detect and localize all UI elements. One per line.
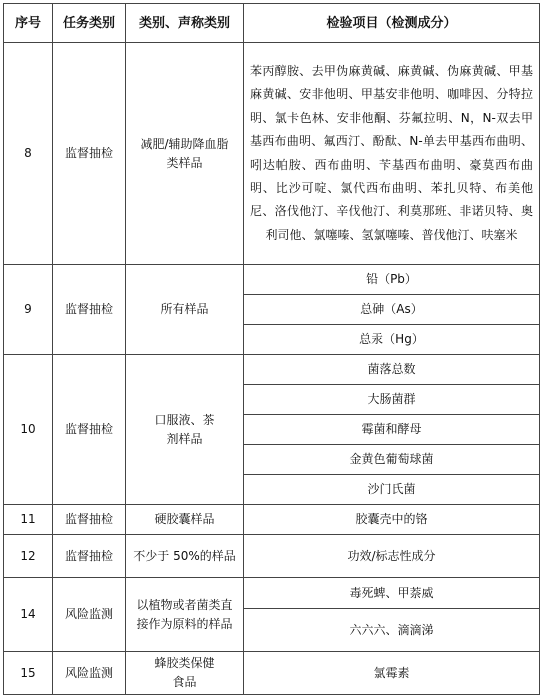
header-row xyxy=(4,4,540,43)
row-item: 总汞（Hg） xyxy=(244,325,540,355)
table-row xyxy=(4,652,540,695)
header-task: 任务类别 xyxy=(53,4,126,43)
row-item: 苯丙醇胺、去甲伪麻黄碱、麻黄碱、伪麻黄碱、甲基麻黄碱、安非他明、甲基安非他明、咖啡因、分特拉明、氯卡色林、安非他酮、芬氟拉明、N，N-双去甲基西布曲明、氟西汀、酚酞、N-单去甲基西布曲明、吲达帕胺、西布曲明、苄基西布曲明、豪莫西布曲明、比沙可啶、氯代西布曲明、苯扎贝特、布美他尼、洛伐他汀、辛伐他汀、利莫那班、非诺贝特、奥利司他、氯噻嗪、氢氯噻嗪、普伐他汀、呋塞米 xyxy=(244,43,540,265)
row-category xyxy=(126,652,244,695)
row-item: 大肠菌群 xyxy=(244,385,540,415)
header-category: 类别、声称类别 xyxy=(126,4,244,43)
row-item: 菌落总数 xyxy=(244,355,540,385)
row-task: 监督抽检 xyxy=(53,355,126,505)
row-category xyxy=(126,578,244,652)
row-no: 12 xyxy=(4,535,53,578)
table-row xyxy=(4,535,540,578)
row-category xyxy=(126,355,244,505)
row-task: 监督抽检 xyxy=(53,43,126,265)
header-items: 检验项目（检测成分） xyxy=(244,4,540,43)
row-no: 11 xyxy=(4,505,53,535)
row-no: 10 xyxy=(4,355,53,505)
row-item: 氯霉素 xyxy=(244,652,540,695)
row-category-text: 减肥/辅助降血脂类样品 xyxy=(140,136,229,170)
row-category-text: 以植物或者菌类直接作为原料的样品 xyxy=(136,597,233,631)
row-task: 风险监测 xyxy=(53,578,126,652)
row-no: 15 xyxy=(4,652,53,695)
row-item: 六六六、滴滴涕 xyxy=(244,609,540,652)
row-item: 毒死蜱、甲萘威 xyxy=(244,578,540,609)
table-row xyxy=(4,355,540,385)
row-task: 监督抽检 xyxy=(53,535,126,578)
header-no: 序号 xyxy=(4,4,53,43)
row-no: 14 xyxy=(4,578,53,652)
table-row xyxy=(4,505,540,535)
row-task: 风险监测 xyxy=(53,652,126,695)
row-item: 功效/标志性成分 xyxy=(244,535,540,578)
row-item: 总砷（As） xyxy=(244,295,540,325)
table-row xyxy=(4,43,540,265)
row-category: 所有样品 xyxy=(126,265,244,355)
inspection-items-table xyxy=(3,3,540,695)
row-item: 金黄色葡萄球菌 xyxy=(244,445,540,475)
row-category: 硬胶囊样品 xyxy=(126,505,244,535)
row-task: 监督抽检 xyxy=(53,505,126,535)
row-no: 8 xyxy=(4,43,53,265)
row-category-text: 口服液、茶剂样品 xyxy=(154,412,215,446)
row-item: 铅（Pb） xyxy=(244,265,540,295)
row-no: 9 xyxy=(4,265,53,355)
row-category-text: 蜂胶类保健食品 xyxy=(154,656,215,689)
table-row xyxy=(4,265,540,295)
row-item: 胶囊壳中的铬 xyxy=(244,505,540,535)
row-item: 沙门氏菌 xyxy=(244,475,540,505)
row-item: 霉菌和酵母 xyxy=(244,415,540,445)
row-category xyxy=(126,43,244,265)
row-category-text: 不少于 50%的样品 xyxy=(133,548,236,563)
row-task: 监督抽检 xyxy=(53,265,126,355)
table-row xyxy=(4,578,540,609)
row-category xyxy=(126,535,244,578)
